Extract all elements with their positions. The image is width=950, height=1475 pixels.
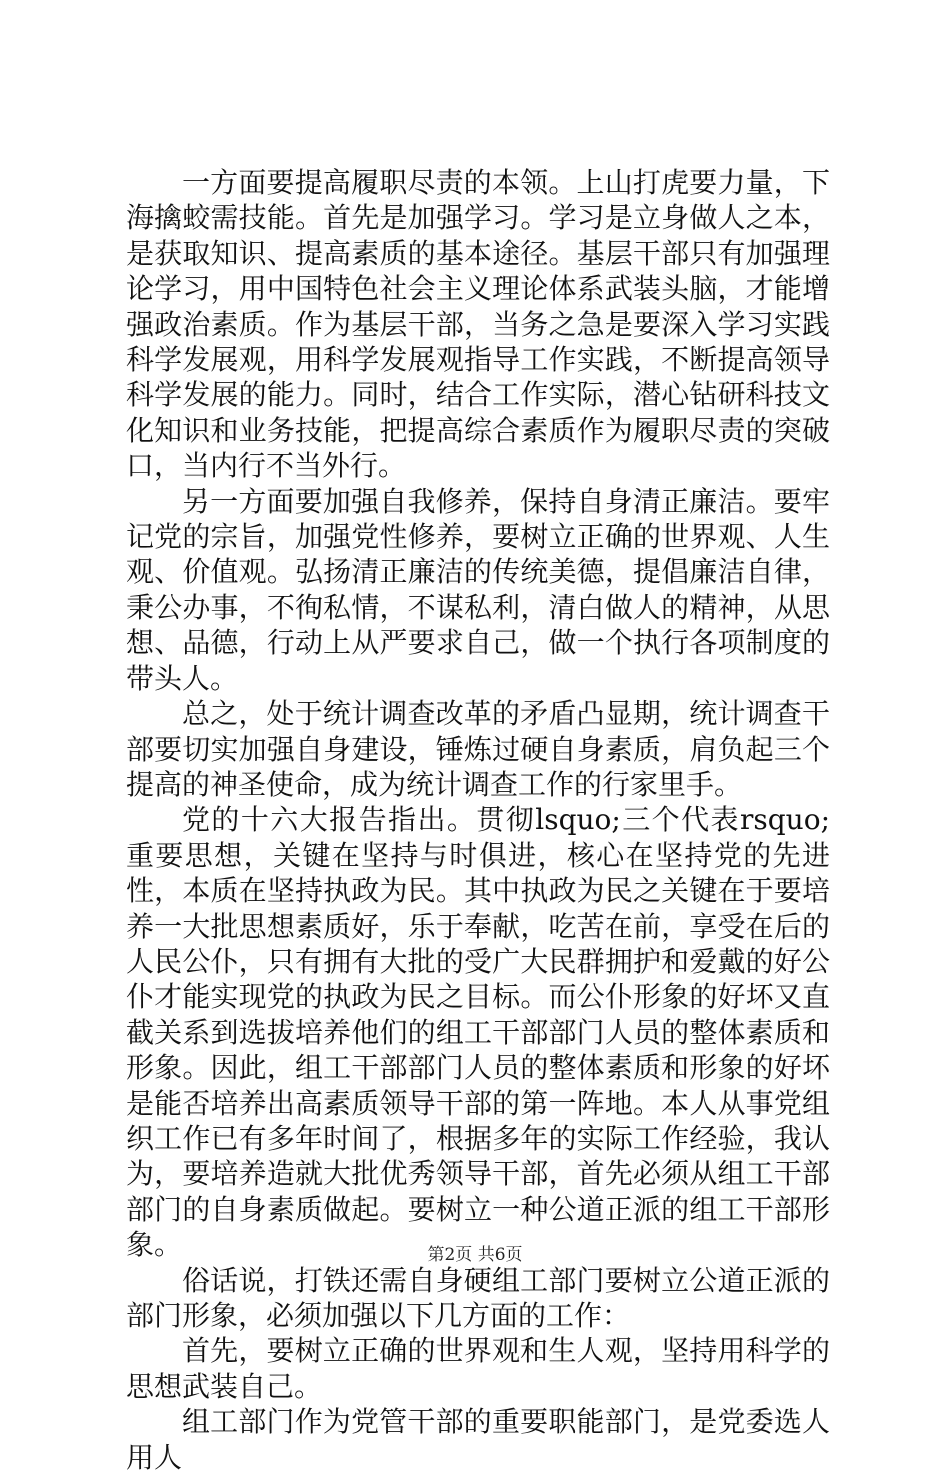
paragraph-3: 总之，处于统计调查改革的矛盾凸显期，统计调查干部要切实加强自身建设，锤炼过硬自身素质，肩负起三个提高的神圣使命，成为统计调查工作的行家里手。 xyxy=(126,697,830,801)
paragraph-2: 另一方面要加强自我修养，保持自身清正廉洁。要牢记党的宗旨，加强党性修养，要树立正确的世界观、人生观、价值观。弘扬清正廉洁的传统美德，提倡廉洁自律，秉公办事，不徇私情，不谋私利，清白做人的精神，从思想、品德，行动上从严要求自己，做一个执行各项制度的带头人。 xyxy=(126,484,830,695)
paragraph-1: 一方面要提高履职尽责的本领。上山打虎要力量，下海擒蛟需技能。首先是加强学习。学习是立身做人之本，是获取知识、提高素质的基本途径。基层干部只有加强理论学习，用中国特色社会主义理论体系武装头脑，才能增强政治素质。作为基层干部，当务之急是要深入学习实践科学发展观，用科学发展观指导工作实践，不断提高领导科学发展的能力。同时，结合工作实际，潜心钻研科技文化知识和业务技能，把提高综合素质作为履职尽责的突破口，当内行不当外行。 xyxy=(126,166,830,483)
paragraph-5: 俗话说，打铁还需自身硬组工部门要树立公道正派的部门形象，必须加强以下几方面的工作： xyxy=(126,1263,830,1332)
paragraph-6: 首先，要树立正确的世界观和生人观，坚持用科学的思想武装自己。 xyxy=(126,1334,830,1403)
paragraph-7: 组工部门作为党管干部的重要职能部门，是党委选人用人 xyxy=(126,1405,830,1474)
page-number-footer: 第2页 共6页 xyxy=(427,1245,523,1265)
document-body xyxy=(126,165,830,1475)
paragraph-4: 党的十六大报告指出。贯彻lsquo;三个代表rsquo;重要思想，关键在坚持与时俱进，核心在坚持党的先进性，本质在坚持执政为民。其中执政为民之关键在于要培养一大批思想素质好，乐于奉献，吃苦在前，享受在后的人民公仆，只有拥有大批的受广大民群拥护和爱戴的好公仆才能实现党的执政为民之目标。而公仆形象的好坏又直截关系到选拔培养他们的组工干部部门人员的整体素质和形象。因此，组工干部部门人员的整体素质和形象的好坏是能否培养出高素质领导干部的第一阵地。本人从事党组织工作已有多年时间了，根据多年的实际工作经验，我认为，要培养造就大批优秀领导干部，首先必须从组工干部部门的自身素质做起。要树立一种公道正派的组工干部形象。 xyxy=(126,803,830,1262)
